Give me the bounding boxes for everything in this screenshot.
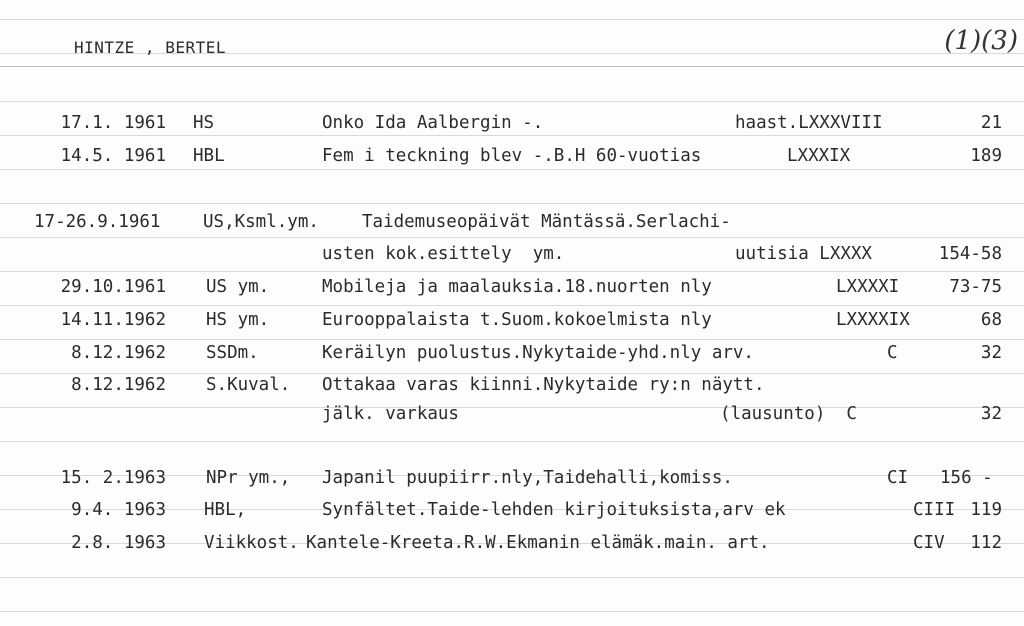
entry-title: Fem i teckning blev -.B.H 60-vuotias — [322, 146, 702, 166]
entry-volume: CIV — [913, 533, 945, 553]
entry-date: 2.8. 1963 — [71, 533, 166, 553]
header-rule — [0, 66, 1024, 67]
entry-date: 17.1. 1961 — [60, 113, 166, 133]
entry-title: jälk. varkaus — [322, 404, 459, 424]
entry-source: HS — [193, 113, 215, 133]
entry-page: 112 — [970, 533, 1002, 553]
entry-source: S.Kuval. — [206, 375, 291, 395]
entry-date: 29.10.1961 — [60, 277, 166, 297]
entry-title: Mobileja ja maalauksia.18.nuorten nly — [322, 277, 712, 297]
entry-source: US ym. — [206, 277, 270, 297]
entry-volume: LXXXXIX — [836, 310, 910, 330]
entry-title: Synfältet.Taide-lehden kirjoituksista,arv ek — [322, 500, 786, 520]
entry-volume: LXXXIX — [787, 146, 851, 166]
entry-title: Japanil puupiirr.nly,Taidehalli,komiss. — [322, 468, 733, 488]
entry-source: SSDm. — [206, 343, 259, 363]
card-number: (1)(3) — [944, 26, 1018, 56]
entry-source: Viikkost. — [204, 533, 299, 553]
entry-volume: haast.LXXXVIII — [735, 113, 883, 133]
entry-page: 32 — [980, 404, 1002, 424]
entry-source: US,Ksml.ym. — [203, 212, 319, 232]
entry-date: 9.4. 1963 — [71, 500, 166, 520]
entry-page: 154-58 — [938, 244, 1002, 264]
entry-title: Taidemuseopäivät Mäntässä.Serlachi- — [362, 212, 731, 232]
card-name: HINTZE , BERTEL — [74, 38, 226, 57]
entry-volume: C — [887, 343, 898, 363]
entry-source: HBL — [193, 146, 225, 166]
entry-title: Eurooppalaista t.Suom.kokoelmista nly — [322, 310, 712, 330]
entry-volume: uutisia LXXXX — [735, 244, 872, 264]
entry-source: NPr ym., — [206, 468, 291, 488]
entry-title: usten kok.esittely ym. — [322, 244, 565, 264]
entry-volume: CI — [887, 468, 909, 488]
entry-volume: (lausunto) C — [720, 404, 857, 424]
entry-page: 156 - — [940, 468, 993, 488]
entry-page: 73-75 — [949, 277, 1002, 297]
entry-date: 14.11.1962 — [60, 310, 166, 330]
entry-page: 119 — [970, 500, 1002, 520]
entry-title: Keräilyn puolustus.Nykytaide-yhd.nly arv. — [322, 343, 754, 363]
entry-page: 21 — [980, 113, 1002, 133]
entry-date: 17-26.9.1961 — [34, 212, 161, 232]
entry-title: Onko Ida Aalbergin -. — [322, 113, 544, 133]
entry-date: 15. 2.1963 — [60, 468, 166, 488]
entry-date: 8.12.1962 — [71, 343, 166, 363]
entry-date: 8.12.1962 — [71, 375, 166, 395]
entry-page: 32 — [980, 343, 1002, 363]
entry-page: 189 — [970, 146, 1002, 166]
entry-source: HS ym. — [206, 310, 270, 330]
entry-volume: CIII — [913, 500, 956, 520]
entry-title: Ottakaa varas kiinni.Nykytaide ry:n näytt. — [322, 375, 765, 395]
entry-title: Kantele-Kreeta.R.W.Ekmanin elämäk.main. art. — [306, 533, 770, 553]
entry-page: 68 — [980, 310, 1002, 330]
entry-date: 14.5. 1961 — [60, 146, 166, 166]
entry-source: HBL, — [204, 500, 247, 520]
entry-volume: LXXXXI — [836, 277, 900, 297]
